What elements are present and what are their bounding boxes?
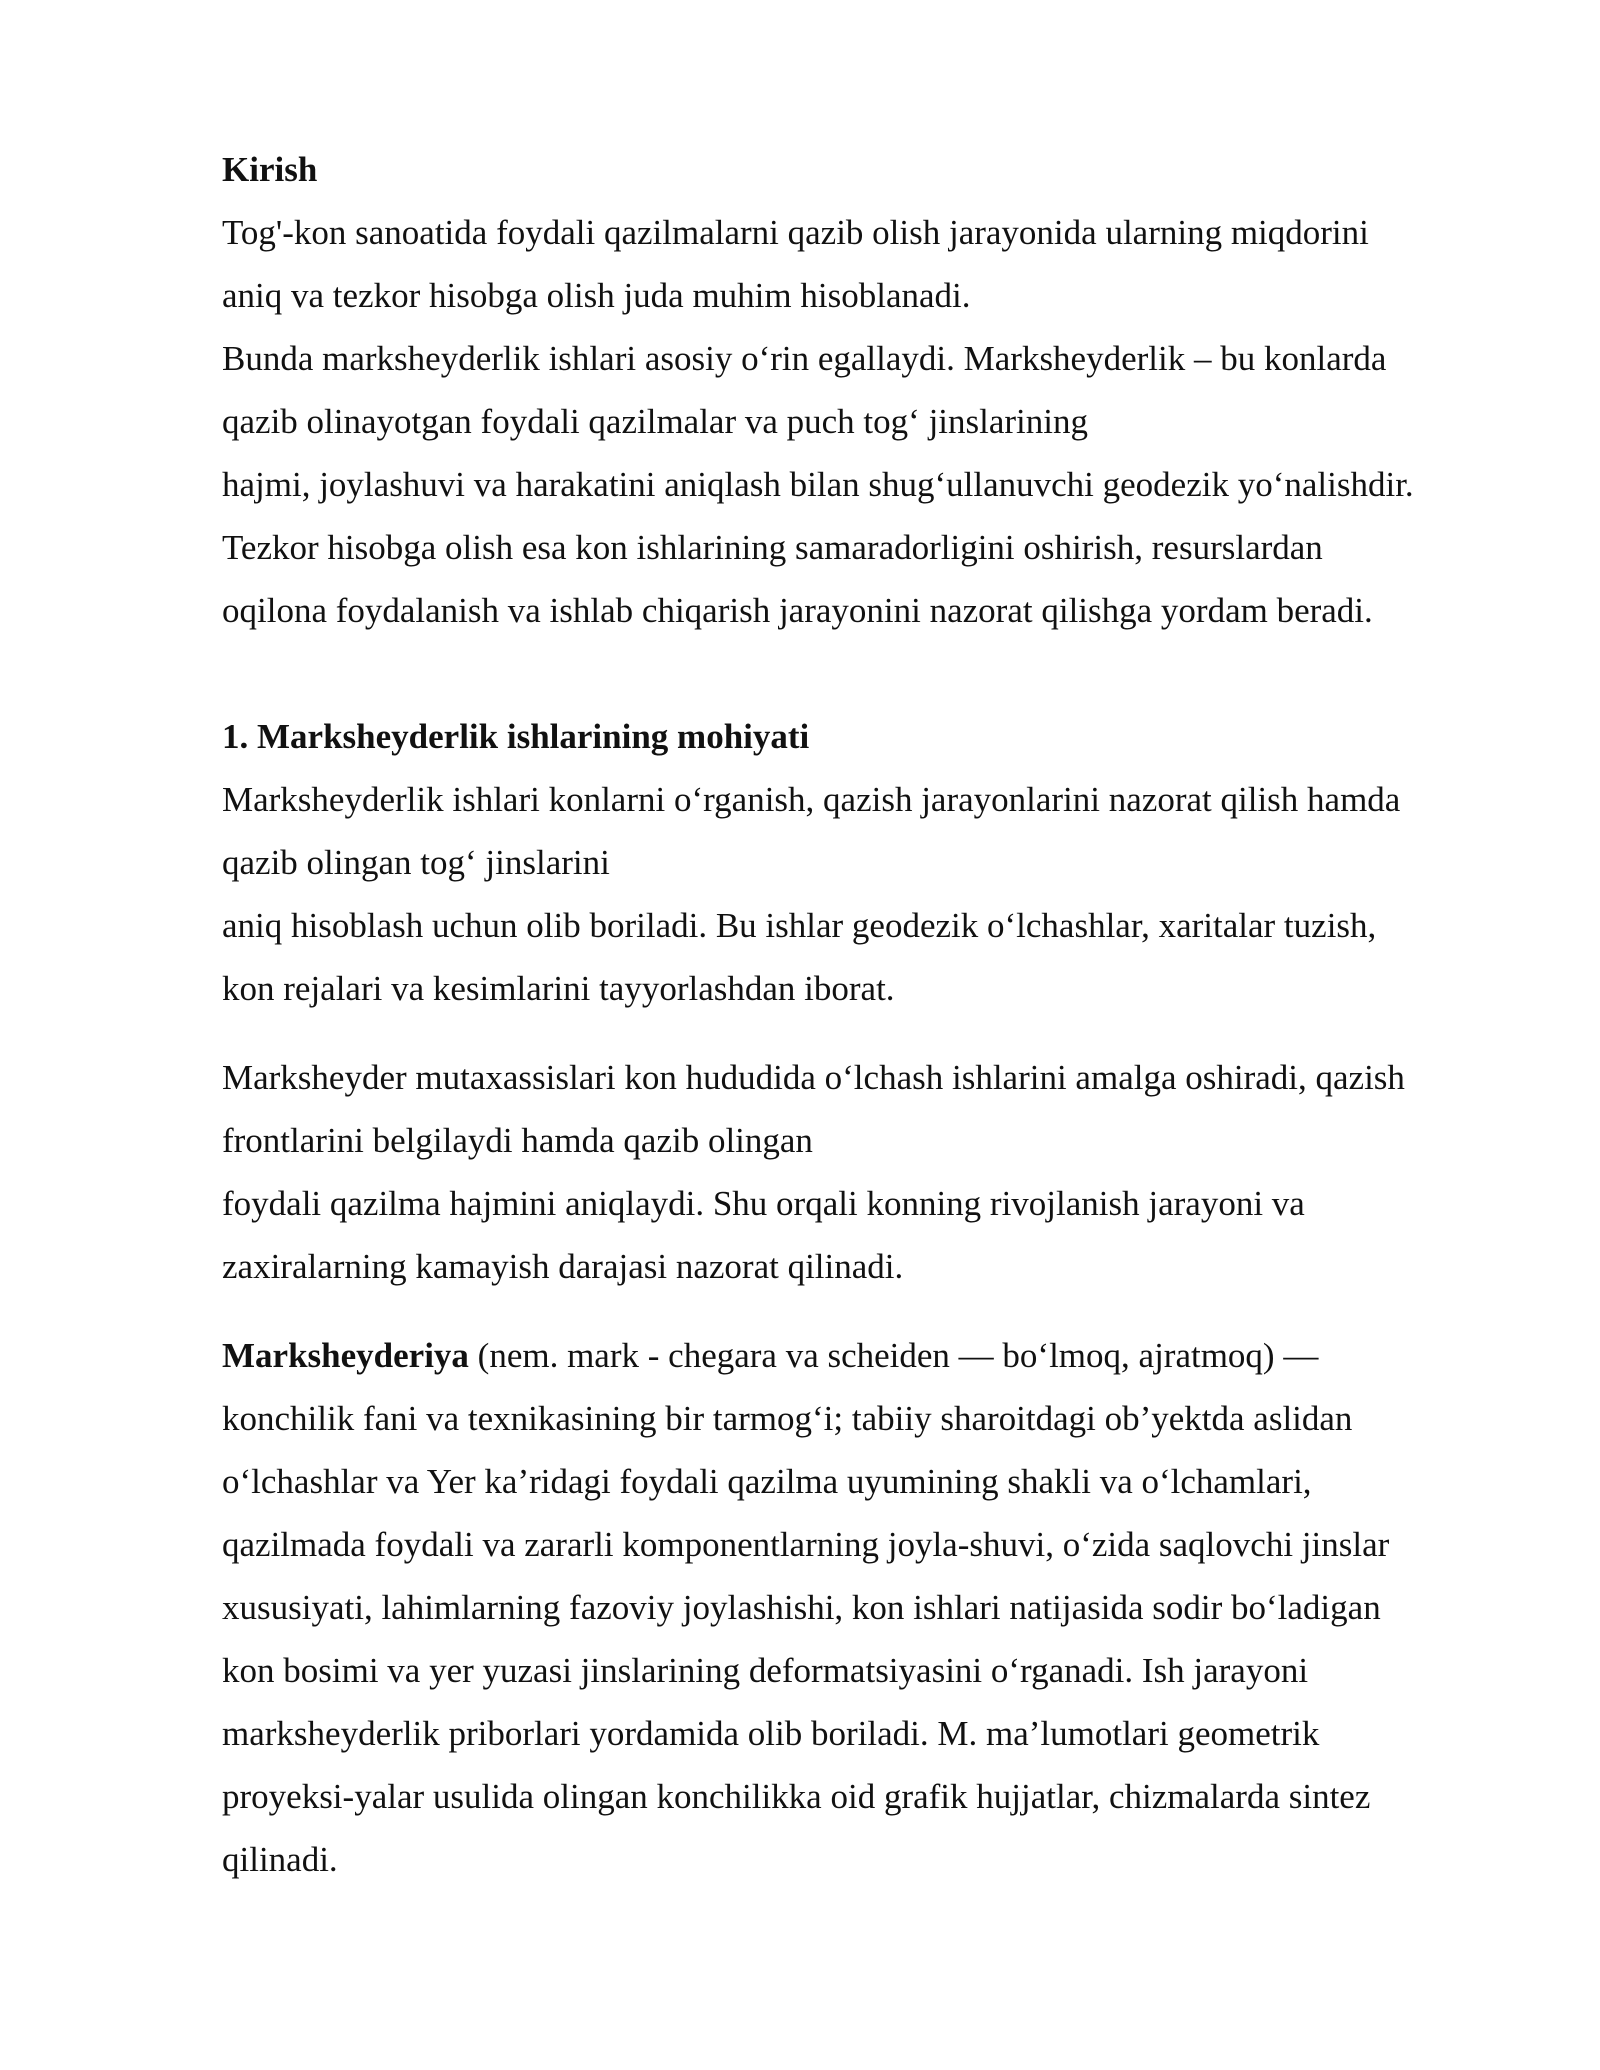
intro-line: oqilona foydalanish va ishlab chiqarish jarayonini nazorat qilishga yordam beradi.: [222, 591, 1373, 630]
paragraph-line: Marksheyderlik ishlari konlarni o‘rganish, qazish jarayonlarini nazorat qilish hamda: [222, 780, 1401, 819]
paragraph-line: Marksheyder mutaxassislari kon hududida o‘lchash ishlarini amalga oshiradi, qazish: [222, 1058, 1405, 1097]
paragraph-line: foydali qazilma hajmini aniqlaydi. Shu orqali konning rivojlanish jarayoni va: [222, 1184, 1305, 1223]
intro-line: hajmi, joylashuvi va harakatini aniqlash bilan shug‘ullanuvchi geodezik yo‘nalishdir.: [222, 465, 1414, 504]
section1-heading: 1. Marksheyderlik ishlarining mohiyati: [222, 717, 810, 756]
intro-line: Tezkor hisobga olish esa kon ishlarining samaradorligini oshirish, resurslardan: [222, 528, 1323, 567]
paragraph-line: qazib olingan tog‘ jinslarini: [222, 843, 610, 882]
defined-term: Marksheyderiya: [222, 1336, 469, 1375]
paragraph-line: konchilik fani va texnikasining bir tarmog‘i; tabiiy sharoitdagi ob’yektda aslidan: [222, 1399, 1353, 1438]
definition-first-line: [222, 1324, 1522, 1387]
section-spacer: [222, 642, 1522, 705]
intro-line: Tog'-kon sanoatida foydali qazilmalarni qazib olish jarayonida ularning miqdorini: [222, 213, 1369, 252]
paragraph-line: qilinadi.: [222, 1840, 338, 1879]
definition-etymology: (nem. mark - chegara va scheiden — bo‘lmoq, ajratmoq) —: [468, 1336, 1319, 1375]
intro-line: Bunda marksheyderlik ishlari asosiy o‘rin egallaydi. Marksheyderlik – bu konlarda: [222, 339, 1387, 378]
section1-paragraph-3: [222, 1324, 1522, 1891]
paragraph-spacer: [222, 1020, 1522, 1046]
section1-paragraph-2: [222, 1046, 1522, 1298]
intro-line: qazib olinayotgan foydali qazilmalar va puch tog‘ jinslarining: [222, 402, 1088, 441]
paragraph-line: aniq hisoblash uchun olib boriladi. Bu ishlar geodezik o‘lchashlar, xaritalar tuzish,: [222, 906, 1377, 945]
paragraph-spacer: [222, 1298, 1522, 1324]
paragraph-line: qazilmada foydali va zararli komponentlarning joyla-shuvi, o‘zida saqlovchi jinslar: [222, 1525, 1390, 1564]
paragraph-line: zaxiralarning kamayish darajasi nazorat qilinadi.: [222, 1247, 904, 1286]
paragraph-line: xususiyati, lahimlarning fazoviy joylashishi, kon ishlari natijasida sodir bo‘ladigan: [222, 1588, 1381, 1627]
intro-paragraph: [222, 201, 1522, 642]
paragraph-line: o‘lchashlar va Yer ka’ridagi foydali qazilma uyumining shakli va o‘lchamlari,: [222, 1462, 1312, 1501]
paragraph-line: proyeksi-yalar usulida olingan konchilikka oid grafik hujjatlar, chizmalarda sintez: [222, 1777, 1371, 1816]
intro-line: aniq va tezkor hisobga olish juda muhim hisoblanadi.: [222, 276, 971, 315]
document-content: [222, 138, 1522, 1891]
paragraph-line: frontlarini belgilaydi hamda qazib olingan: [222, 1121, 813, 1160]
paragraph-line: marksheyderlik priborlari yordamida olib boriladi. M. ma’lumotlari geometrik: [222, 1714, 1320, 1753]
paragraph-line: kon rejalari va kesimlarini tayyorlashdan iborat.: [222, 969, 895, 1008]
section1-paragraph-1: [222, 768, 1522, 1020]
paragraph-line: kon bosimi va yer yuzasi jinslarining deformatsiyasini o‘rganadi. Ish jarayoni: [222, 1651, 1309, 1690]
intro-heading: Kirish: [222, 150, 318, 189]
